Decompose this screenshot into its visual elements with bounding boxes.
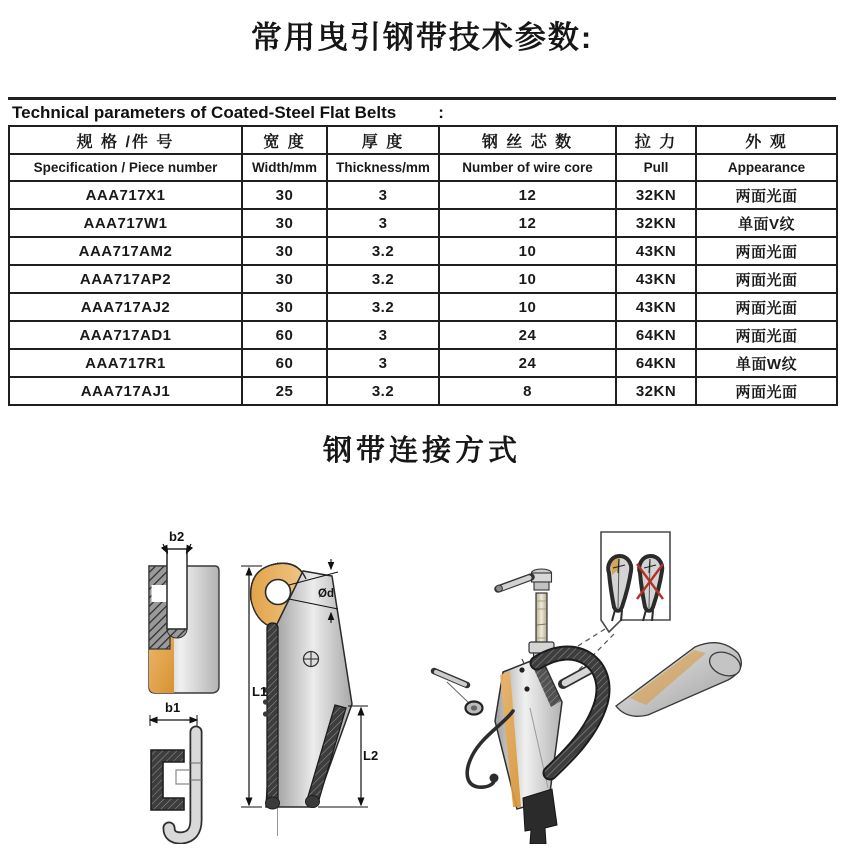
table-cell: 64KN xyxy=(616,321,696,349)
b1-clamp-profile xyxy=(151,750,184,810)
table-cell: AAA717AM2 xyxy=(9,237,242,265)
table-cell: 3 xyxy=(327,321,439,349)
table-cell: 32KN xyxy=(616,209,696,237)
termination-housing xyxy=(495,657,562,809)
page xyxy=(0,12,844,848)
table-cell: 30 xyxy=(242,293,327,321)
table-cell: 3 xyxy=(327,209,439,237)
table-cell: 3.2 xyxy=(327,237,439,265)
table-cell: 43KN xyxy=(616,293,696,321)
wedge-clamp-diagram xyxy=(241,559,378,836)
table-cell: 43KN xyxy=(616,237,696,265)
table-cell: 30 xyxy=(242,265,327,293)
threaded-rod xyxy=(529,569,554,661)
diameter-dimension-label: Ød xyxy=(318,588,334,600)
table-row xyxy=(9,377,837,405)
table-cell: 3.2 xyxy=(327,265,439,293)
table-cell: AAA717W1 xyxy=(9,209,242,237)
table-cell: 64KN xyxy=(616,349,696,377)
b1-dimension-label: b1 xyxy=(165,700,181,715)
table-cell: 单面V纹 xyxy=(696,209,837,237)
table-row xyxy=(9,181,837,209)
table-cell: 43KN xyxy=(616,265,696,293)
table-cell: AAA717AJ2 xyxy=(9,293,242,321)
wedge-belt-left xyxy=(267,623,278,805)
table-row xyxy=(9,209,837,237)
table-cell: 3.2 xyxy=(327,377,439,405)
table-cell: 30 xyxy=(242,209,327,237)
table-caption-row xyxy=(8,97,836,125)
l1-dimension-label: L1 xyxy=(252,684,268,699)
table-cell: 30 xyxy=(242,181,327,209)
table-cell: 60 xyxy=(242,349,327,377)
section2-title: 钢带连接方式 xyxy=(322,435,521,467)
table-cell: 12 xyxy=(439,209,616,237)
table-cell: 24 xyxy=(439,349,616,377)
table-caption-colon: : xyxy=(438,103,444,122)
column-header-en: Appearance xyxy=(696,154,837,181)
b2-cross-section-diagram xyxy=(149,529,219,693)
table-cell: 10 xyxy=(439,265,616,293)
b2-dimension-label: b2 xyxy=(169,529,185,544)
spec-table-body xyxy=(9,181,837,405)
spec-table-head xyxy=(9,126,837,181)
table-cell: 两面光面 xyxy=(696,181,837,209)
wedge-pin-hole xyxy=(266,580,291,605)
column-header-en: Width/mm xyxy=(242,154,327,181)
table-cell: 32KN xyxy=(616,377,696,405)
table-cell: AAA717AJ1 xyxy=(9,377,242,405)
table-cell: 两面光面 xyxy=(696,377,837,405)
table-cell: 3 xyxy=(327,181,439,209)
spec-table xyxy=(8,125,838,406)
table-cell: AAA717R1 xyxy=(9,349,242,377)
assembly-diagram xyxy=(434,532,744,844)
table-cell: 3.2 xyxy=(327,293,439,321)
column-header-cn: 外 观 xyxy=(696,126,837,154)
column-header-cn: 拉 力 xyxy=(616,126,696,154)
page-title: 常用曳引钢带技术参数: xyxy=(250,20,594,55)
washer-nut xyxy=(466,702,483,715)
table-cell: 3 xyxy=(327,349,439,377)
bolt-pin-bottom-left xyxy=(434,671,470,704)
table-cell: 两面光面 xyxy=(696,265,837,293)
table-row xyxy=(9,349,837,377)
table-cell: AAA717AP2 xyxy=(9,265,242,293)
table-cell: 30 xyxy=(242,237,327,265)
table-cell: 12 xyxy=(439,181,616,209)
l2-dimension-label: L2 xyxy=(363,748,379,763)
table-cell: 32KN xyxy=(616,181,696,209)
column-header-cn: 厚 度 xyxy=(327,126,439,154)
table-cell: 25 xyxy=(242,377,327,405)
table-cell: 10 xyxy=(439,237,616,265)
column-header-en: Pull xyxy=(616,154,696,181)
b1-cross-section-diagram xyxy=(150,700,203,838)
table-cell: 10 xyxy=(439,293,616,321)
column-header-en: Thickness/mm xyxy=(327,154,439,181)
column-header-cn: 钢 丝 芯 数 xyxy=(439,126,616,154)
table-caption: Technical parameters of Coated-Steel Flat Belts xyxy=(12,103,397,122)
table-row xyxy=(9,265,837,293)
table-cell: 两面光面 xyxy=(696,237,837,265)
connection-diagrams-svg xyxy=(0,507,844,844)
cone-wedge xyxy=(616,643,744,717)
table-row xyxy=(9,321,837,349)
header-row-en xyxy=(9,154,837,181)
column-header-en: Number of wire core xyxy=(439,154,616,181)
column-header-en: Specification / Piece number xyxy=(9,154,242,181)
table-cell: 8 xyxy=(439,377,616,405)
table-row xyxy=(9,293,837,321)
bolt-pin-top-left xyxy=(496,577,531,592)
b2-slot xyxy=(167,549,187,629)
table-cell: AAA717AD1 xyxy=(9,321,242,349)
column-header-cn: 规 格 /件 号 xyxy=(9,126,242,154)
table-cell: 两面光面 xyxy=(696,321,837,349)
table-row xyxy=(9,237,837,265)
column-header-cn: 宽 度 xyxy=(242,126,327,154)
table-cell: 24 xyxy=(439,321,616,349)
header-row-cn xyxy=(9,126,837,154)
table-cell: 60 xyxy=(242,321,327,349)
table-cell: 两面光面 xyxy=(696,293,837,321)
diagrams-section xyxy=(0,507,844,844)
table-cell: 单面W纹 xyxy=(696,349,837,377)
table-cell: AAA717X1 xyxy=(9,181,242,209)
